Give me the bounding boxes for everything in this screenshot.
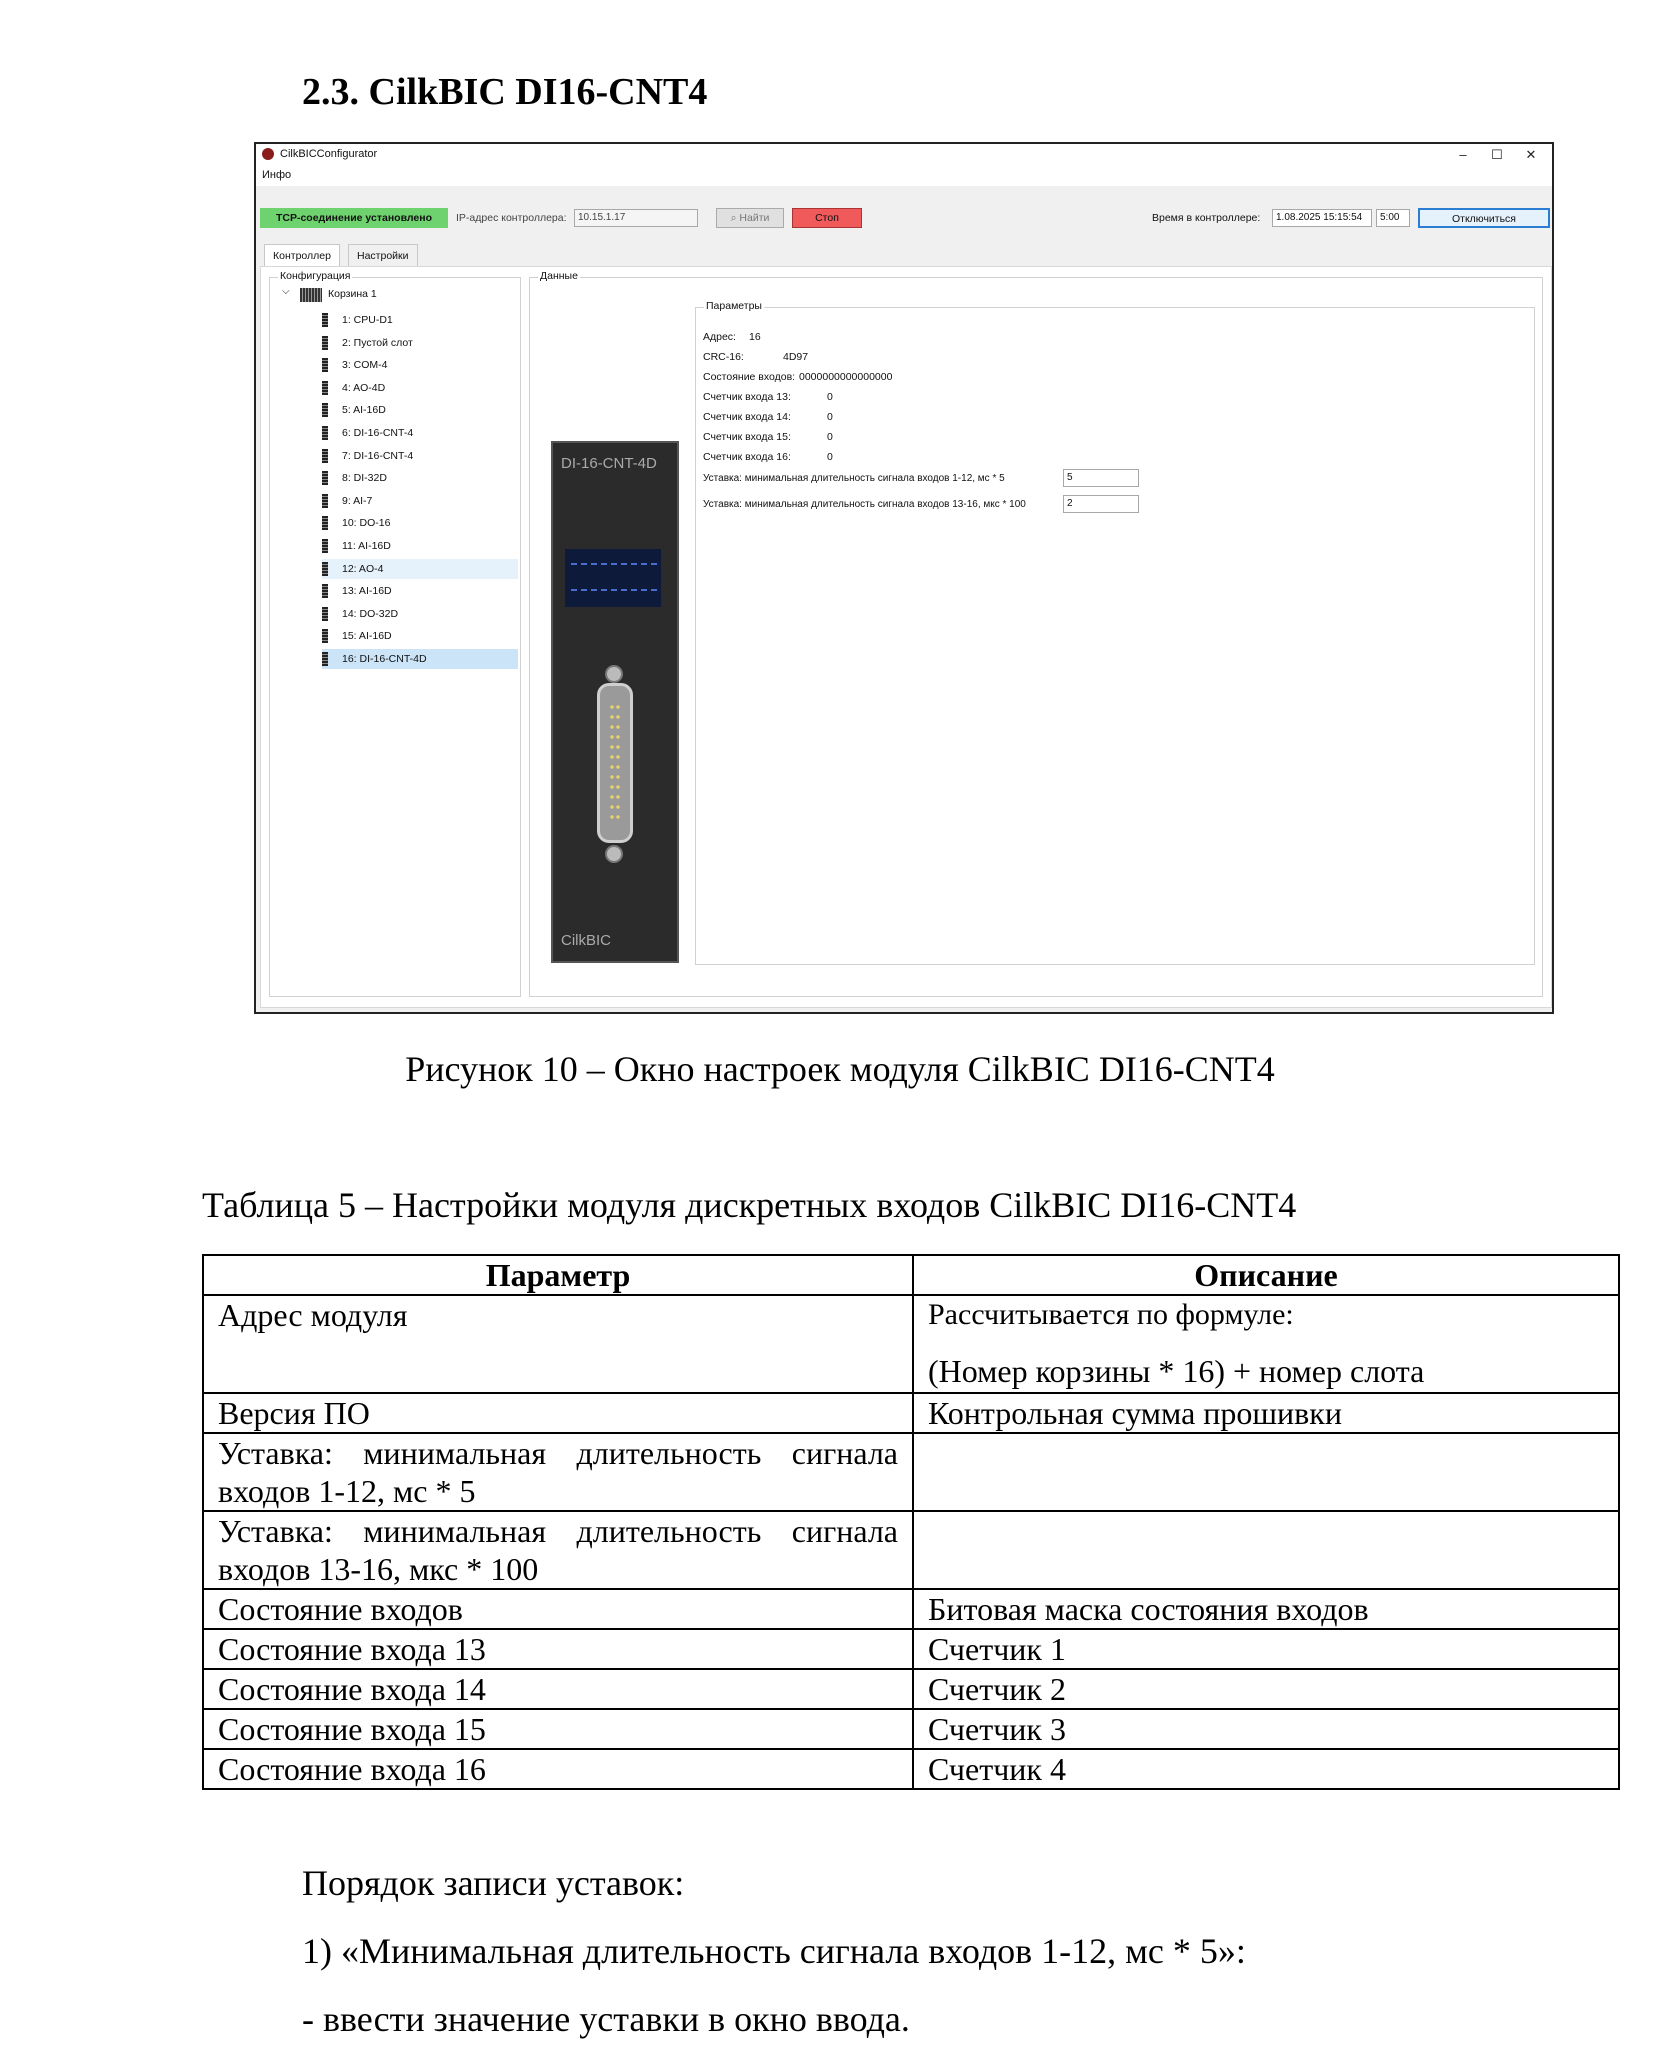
cell-desc: Счетчик 1 [913,1629,1619,1669]
ip-input[interactable]: 10.15.1.17 [574,209,698,227]
table-row [203,1709,1619,1749]
cell-desc: Счетчик 3 [913,1709,1619,1749]
table-caption: Таблица 5 – Настройки модуля дискретных входов CilkBIC DI16-CNT4 [202,1185,1297,1225]
tree-item[interactable] [322,355,518,375]
param-inputs-state-label: Состояние входов: [703,371,796,383]
header-parameter: Параметр [203,1255,913,1295]
configurator-window [254,142,1554,1014]
tree-item-label: 3: COM-4 [342,359,388,372]
title-bar [256,144,1552,166]
cell-param: Состояние входа 14 [203,1669,913,1709]
window-title: CilkBICConfigurator [280,148,378,160]
module-slot-icon [322,426,328,440]
disconnect-button[interactable]: Отключиться [1418,208,1550,228]
cell-desc: Контрольная сумма прошивки [913,1393,1619,1433]
chevron-down-icon[interactable]: ⌵ [282,286,290,297]
rack-icon [300,288,322,302]
config-group [269,270,521,997]
cell-param: Состояние входов [203,1589,913,1629]
cell-param: Состояние входа 15 [203,1709,913,1749]
module-slot-icon [322,652,328,666]
cell-desc [913,1295,1619,1393]
tree-item[interactable] [322,626,518,646]
cell-desc-line: Рассчитывается по формуле: [928,1298,1294,1331]
module-slot-icon [322,358,328,372]
tree-item[interactable] [322,400,518,420]
cell-desc: Битовая маска состояния входов [913,1589,1619,1629]
tree-item[interactable] [322,513,518,533]
tab-controller[interactable]: Контроллер [264,244,340,267]
param-counter15-label: Счетчик входа 15: [703,431,791,443]
paragraph-step1-detail: - ввести значение уставки в окно ввода. [302,1999,910,2039]
menu-bar [256,166,1552,186]
param-crc-label: CRC-16: [703,351,744,363]
tree-item-label: 8: DI-32D [342,472,387,485]
tree-item-label: 4: AO-4D [342,381,386,394]
module-slot-icon [322,313,328,327]
led-row [571,563,657,565]
module-image [551,441,679,963]
table-row [203,1589,1619,1629]
tree-item[interactable] [322,423,518,443]
tree-item-label: 5: AI-16D [342,404,386,417]
module-brand: CilkBIC [561,932,612,949]
module-slot-icon [322,607,328,621]
setpoint2-label: Уставка: минимальная длительность сигнала входов 13-16, мкс * 100 [703,499,1026,510]
find-button-label: Найти [739,212,770,224]
table-row [203,1393,1619,1433]
menu-info[interactable]: Инфо [262,169,292,181]
tree-item[interactable] [322,559,518,579]
tree-item-label: 9: AI-7 [342,494,373,507]
tab-settings[interactable]: Настройки [348,244,418,267]
cell-param: Версия ПО [203,1393,913,1433]
tree-item-label: 7: DI-16-CNT-4 [342,449,414,462]
timezone-input[interactable]: 5:00 [1376,209,1410,227]
close-icon[interactable]: ✕ [1525,147,1537,162]
tree-item-label: 13: AI-16D [342,585,392,598]
tree-item[interactable] [322,468,518,488]
screw-icon [605,665,623,683]
module-slot-icon [322,562,328,576]
tree-item-label: 16: DI-16-CNT-4D [342,653,427,665]
table-row [203,1433,1619,1511]
param-counter15-value: 0 [827,431,833,443]
module-slot-icon [322,471,328,485]
led-panel [565,549,661,607]
ip-label: IP-адрес контроллера: [456,212,567,224]
tree-item-label: 14: DO-32D [342,607,399,620]
tree-item-label: 15: AI-16D [342,630,392,643]
params-group-title: Параметры [706,300,762,312]
tree-item-label: 11: AI-16D [342,540,391,552]
module-slot-icon [322,516,328,530]
tree-root[interactable]: Корзина 1 [328,288,377,300]
params-group [695,300,1535,965]
tree-item[interactable] [322,491,518,511]
cell-desc [913,1433,1619,1511]
setpoint1-label: Уставка: минимальная длительность сигнала входов 1-12, мс * 5 [703,473,1005,484]
module-slot-icon [322,629,328,643]
table-row [203,1511,1619,1589]
minimize-icon[interactable]: – [1459,147,1467,162]
module-slot-icon [322,494,328,508]
module-slot-icon [322,403,328,417]
tree-item[interactable] [322,310,518,330]
tab-pane [260,266,1552,1008]
table-row [203,1629,1619,1669]
app-icon [262,148,274,160]
tree-list [322,310,518,670]
param-counter16-value: 0 [827,451,833,463]
module-slot-icon [322,381,328,395]
maximize-icon[interactable]: ☐ [1491,147,1503,162]
paragraph-step1: 1) «Минимальная длительность сигнала входов 1-12, мс * 5»: [302,1931,1246,1971]
figure-caption: Рисунок 10 – Окно настроек модуля CilkBIC DI16-CNT4 [405,1049,1275,1089]
table-row [203,1295,1619,1393]
module-slot-icon [322,539,328,553]
cell-desc [913,1511,1619,1589]
tree-item-label: 2: Пустой слот [342,336,413,349]
data-group-title: Данные [540,270,578,282]
param-counter14-value: 0 [827,411,833,423]
tree-item[interactable] [322,604,518,624]
tree-item-label: 6: DI-16-CNT-4 [342,427,414,439]
cell-desc: Счетчик 2 [913,1669,1619,1709]
tree-item[interactable] [322,333,518,353]
time-input[interactable]: 1.08.2025 15:15:54 [1272,209,1372,227]
module-title: DI-16-CNT-4D [561,455,657,472]
db25-connector-icon [597,683,633,843]
tree-item-label: 12: AO-4 [342,562,384,575]
tree-item[interactable] [322,536,518,556]
table-row [203,1749,1619,1789]
param-crc-value: 4D97 [783,351,809,363]
cell-param: Уставка: минимальная длительность сигнала входов 13-16, мкс * 100 [203,1511,913,1589]
param-inputs-state-value: 0000000000000000 [799,371,893,383]
module-slot-icon [322,336,328,350]
param-counter13-label: Счетчик входа 13: [703,391,791,403]
tree-item-label: 1: CPU-D1 [342,314,393,326]
param-address-value: 16 [749,331,761,343]
connection-status: TCP-соединение установлено [260,208,448,228]
cell-desc-line: (Номер корзины * 16) + номер слота [928,1353,1425,1389]
config-group-title: Конфигурация [280,270,351,282]
tree-item[interactable] [322,581,518,601]
setpoint1-input[interactable]: 5 [1063,469,1139,487]
param-address-label: Адрес: [703,331,736,343]
settings-table [202,1254,1620,1790]
module-slot-icon [322,584,328,598]
tree-item[interactable] [322,649,518,669]
table-header-row [203,1255,1619,1295]
cell-param: Состояние входа 16 [203,1749,913,1789]
search-icon: ⌕ [730,212,740,224]
find-button[interactable] [716,208,784,228]
stop-button[interactable]: Стоп [792,208,862,228]
cell-param: Адрес модуля [203,1295,913,1393]
led-row [571,589,657,591]
paragraph-order: Порядок записи уставок: [302,1863,685,1903]
param-counter16-label: Счетчик входа 16: [703,451,791,463]
time-label: Время в контроллере: [1152,212,1261,224]
tree-item[interactable] [322,446,518,466]
param-counter13-value: 0 [827,391,833,403]
tree-item-label: 10: DO-16 [342,517,391,530]
setpoint2-input[interactable]: 2 [1063,495,1139,513]
section-heading: 2.3. CilkBIC DI16-CNT4 [302,71,708,113]
table-row [203,1669,1619,1709]
header-description: Описание [913,1255,1619,1295]
tree-item[interactable] [322,378,518,398]
module-slot-icon [322,449,328,463]
cell-param: Состояние входа 13 [203,1629,913,1669]
cell-param: Уставка: минимальная длительность сигнала входов 1-12, мс * 5 [203,1433,913,1511]
cell-desc: Счетчик 4 [913,1749,1619,1789]
screw-icon [605,845,623,863]
param-counter14-label: Счетчик входа 14: [703,411,791,423]
